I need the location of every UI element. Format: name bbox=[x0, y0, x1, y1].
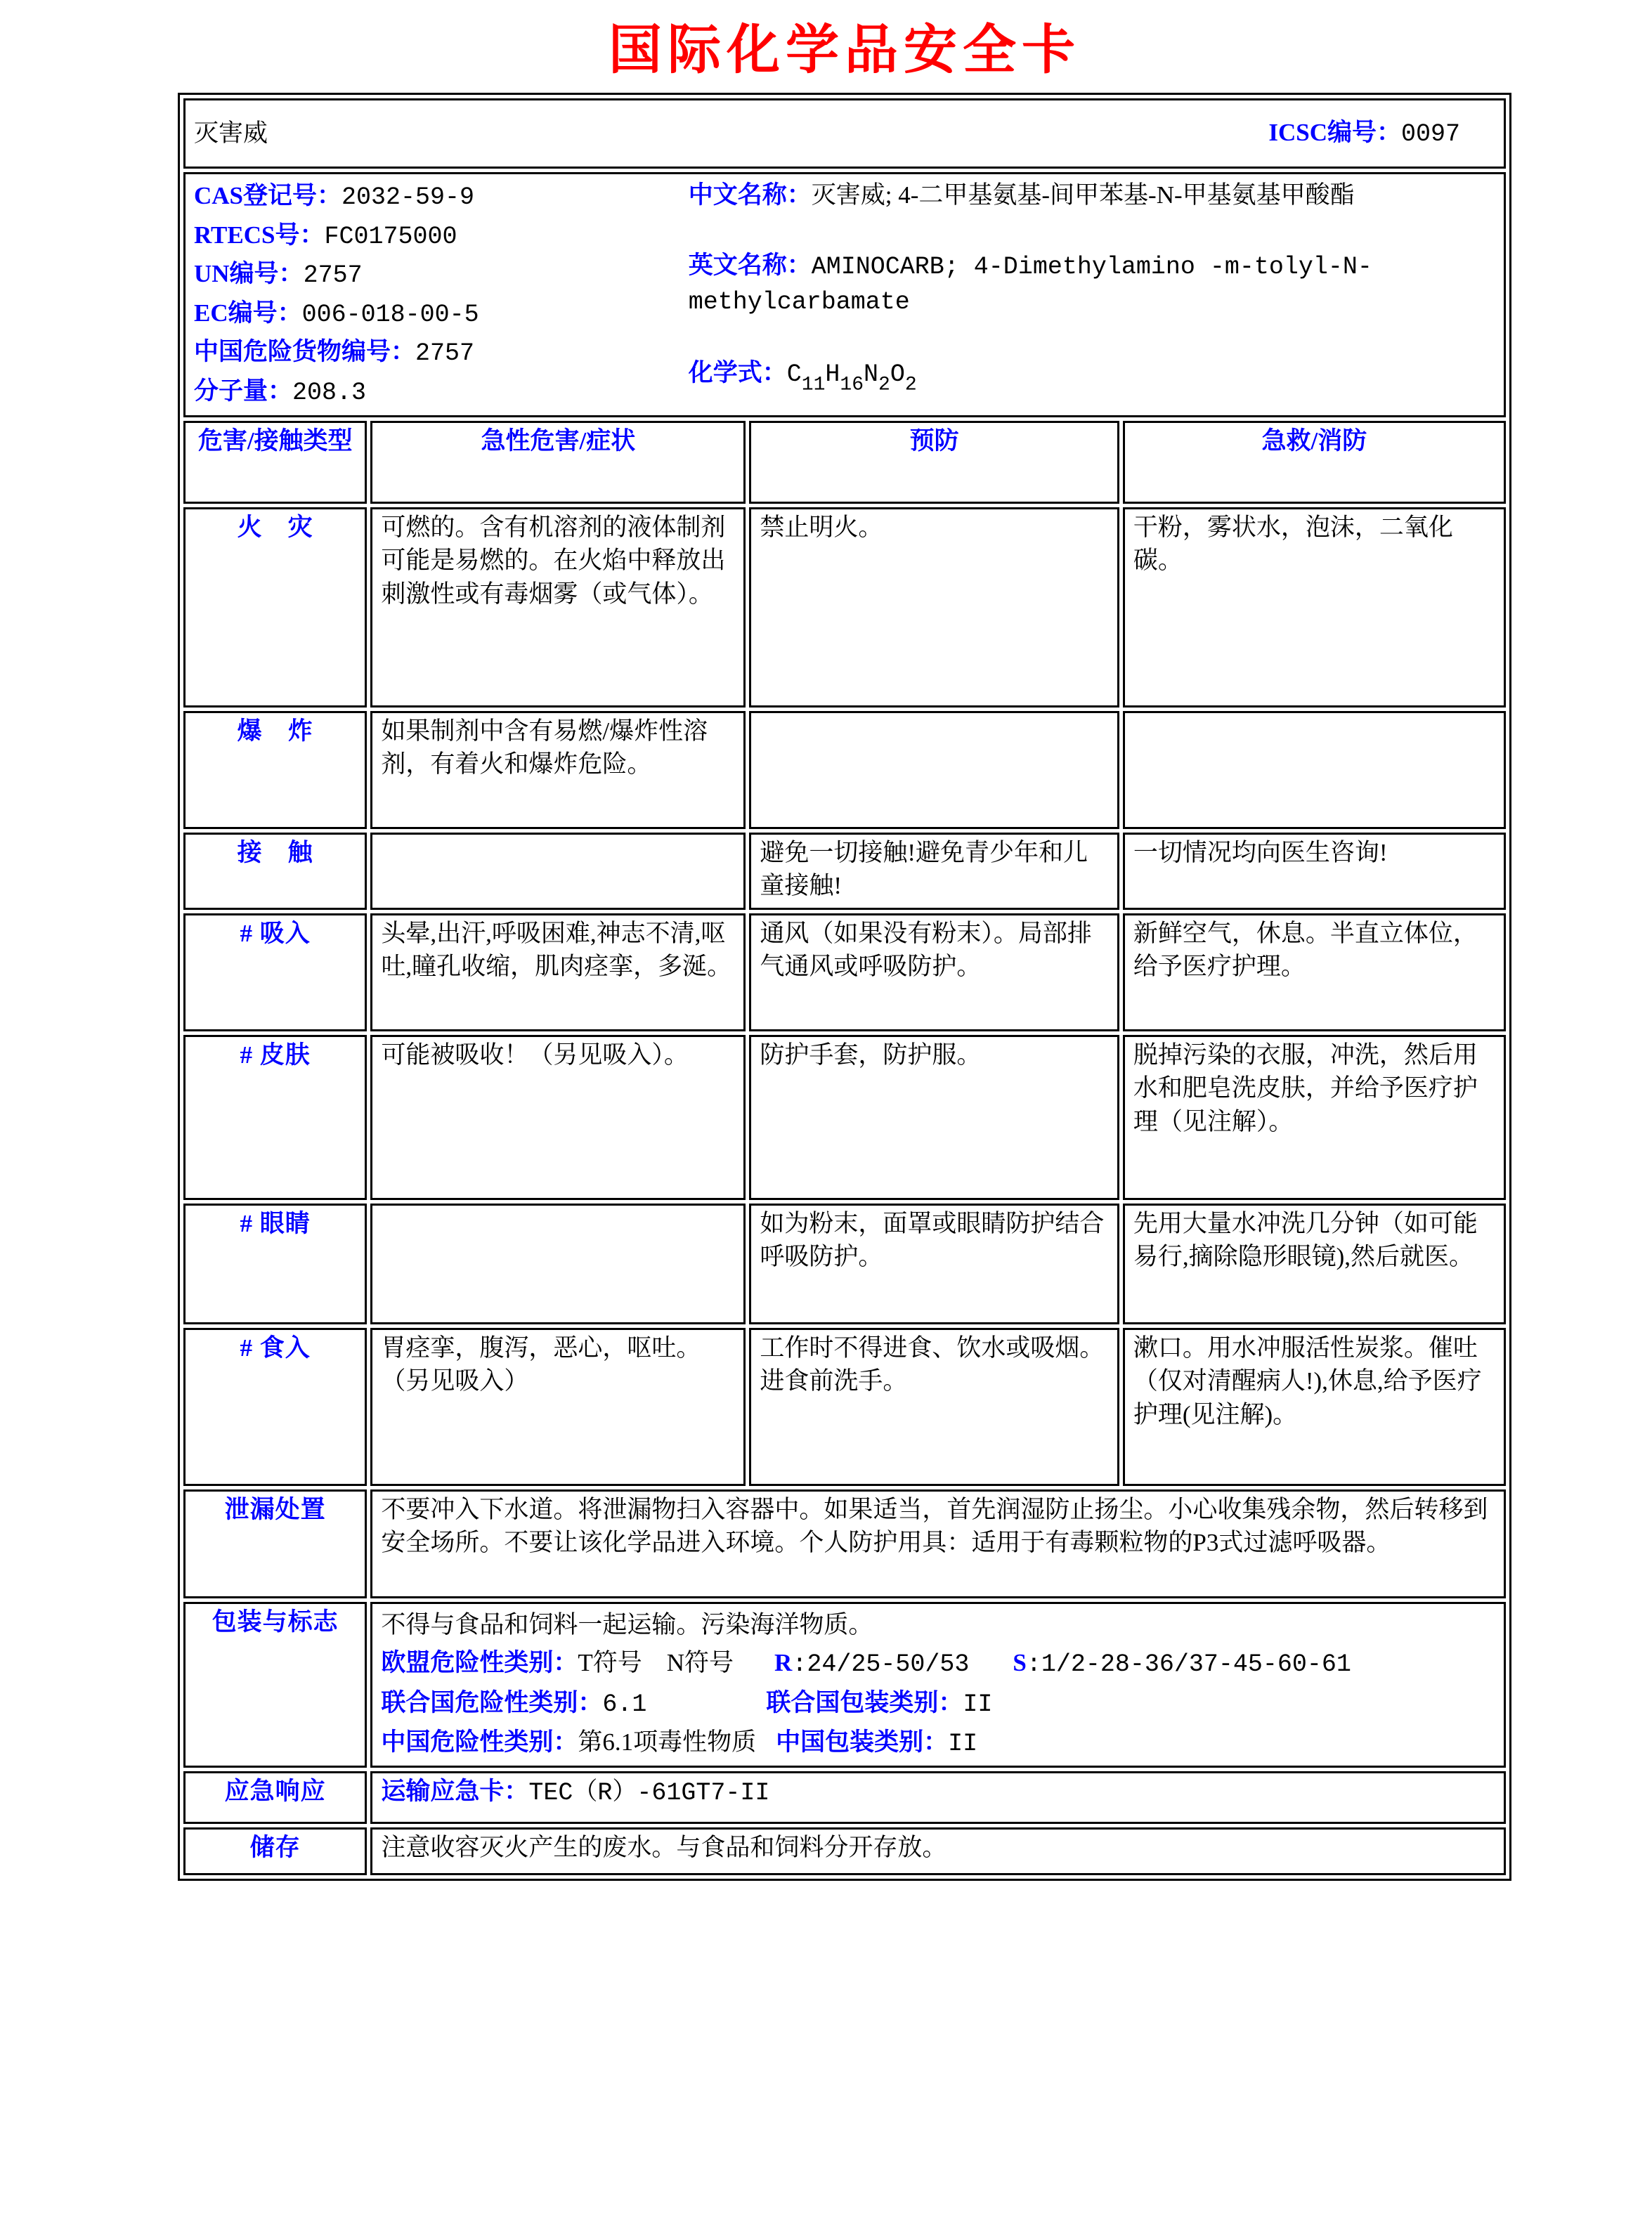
row-label: # 吸入 bbox=[183, 913, 367, 1031]
cn-class-label: 中国危险性类别： bbox=[381, 1728, 578, 1756]
identifier-value: 2757 bbox=[303, 261, 363, 290]
emergency-content bbox=[370, 1771, 1506, 1824]
identifier-value: 2032-59-9 bbox=[342, 183, 475, 211]
icsc-number bbox=[1268, 116, 1495, 152]
identifier-row-cas bbox=[194, 179, 689, 215]
prevention-cell: 通风（如果没有粉末）。局部排气通风或呼吸防护。 bbox=[749, 913, 1119, 1031]
packaging-row bbox=[183, 1602, 1506, 1768]
identification-cell bbox=[183, 172, 1506, 417]
hazard-header-type: 危害/接触类型 bbox=[183, 421, 367, 504]
identifier-row-china-dg bbox=[194, 335, 689, 371]
identification-row bbox=[183, 172, 1506, 417]
identifier-value: 2757 bbox=[415, 339, 475, 368]
prevention-cell bbox=[749, 711, 1119, 829]
prevention-cell: 禁止明火。 bbox=[749, 507, 1119, 708]
storage-row bbox=[183, 1827, 1506, 1875]
row-label: # 眼睛 bbox=[183, 1204, 367, 1324]
symptoms-cell bbox=[370, 833, 746, 910]
icsc-number-label: ICSC编号： bbox=[1268, 118, 1401, 146]
s-phrases-value: :1/2-28-36/37-45-60-61 bbox=[1026, 1650, 1351, 1679]
icsc-number-value: 0097 bbox=[1400, 119, 1460, 148]
identifier-label: RTECS号： bbox=[194, 221, 325, 249]
packaging-un-line bbox=[381, 1685, 1495, 1723]
identifier-value: FC0175000 bbox=[324, 222, 457, 251]
cn-pack-value: II bbox=[948, 1730, 978, 1759]
row-label: # 食入 bbox=[183, 1328, 367, 1486]
symptoms-cell: 头晕,出汗,呼吸困难,神志不清,呕吐,瞳孔收缩，肌肉痉挛，多涎。 bbox=[370, 913, 746, 1031]
symptoms-cell: 胃痉挛，腹泻，恶心，呕吐。（另见吸入） bbox=[370, 1328, 746, 1486]
hazard-header-symptoms: 急性危害/症状 bbox=[370, 421, 746, 504]
prevention-cell: 避免一切接触!避免青少年和儿童接触! bbox=[749, 833, 1119, 910]
identifier-value: 006-018-00-5 bbox=[301, 300, 479, 329]
row-label: 包装与标志 bbox=[183, 1602, 367, 1768]
symptoms-cell: 可燃的。含有机溶剂的液体制剂可能是易燃的。在火焰中释放出刺激性或有毒烟雾（或气体）。 bbox=[370, 507, 746, 708]
identifier-value: 208.3 bbox=[292, 378, 367, 407]
row-label: 爆 炸 bbox=[183, 711, 367, 829]
name-list bbox=[689, 176, 1495, 414]
hazard-row-skin bbox=[183, 1035, 1506, 1200]
response-cell: 脱掉污染的衣服，冲洗，然后用水和肥皂洗皮肤，并给予医疗护理（见注解）。 bbox=[1123, 1035, 1506, 1200]
packaging-eu-line bbox=[381, 1645, 1495, 1683]
row-label: 接 触 bbox=[183, 833, 367, 910]
transport-card-label: 运输应急卡： bbox=[381, 1777, 529, 1805]
r-phrases-label: R bbox=[774, 1649, 793, 1677]
row-label: 泄漏处置 bbox=[183, 1489, 367, 1598]
hazard-row-inhalation bbox=[183, 913, 1506, 1031]
storage-text: 注意收容灭火产生的废水。与食品和饲料分开存放。 bbox=[370, 1827, 1506, 1875]
hazard-header-prevention: 预防 bbox=[749, 421, 1119, 504]
substance-header-cell bbox=[183, 98, 1506, 169]
identifier-label: 中国危险货物编号： bbox=[194, 338, 416, 366]
identifier-label: UN编号： bbox=[194, 260, 304, 288]
identifier-row-rtecs bbox=[194, 219, 689, 254]
chinese-name-value: 灭害威; 4-二甲基氨基-间甲苯基-N-甲基氨基甲酸酯 bbox=[811, 181, 1355, 209]
response-cell: 先用大量水冲洗几分钟（如可能易行,摘除隐形眼镜),然后就医。 bbox=[1123, 1204, 1506, 1324]
identifier-label: CAS登记号： bbox=[194, 182, 342, 209]
identifier-label: EC编号： bbox=[194, 299, 302, 327]
cn-class-value: 第6.1项毒性物质 bbox=[578, 1728, 757, 1756]
prevention-cell: 如为粉末，面罩或眼睛防护结合呼吸防护。 bbox=[749, 1204, 1119, 1324]
row-label: # 皮肤 bbox=[183, 1035, 367, 1200]
packaging-cn-line bbox=[381, 1724, 1495, 1763]
identifier-label: 分子量： bbox=[194, 377, 293, 405]
row-label: 应急响应 bbox=[183, 1771, 367, 1824]
response-cell: 新鲜空气，休息。半直立体位，给予医疗护理。 bbox=[1123, 913, 1506, 1031]
english-name-label: 英文名称： bbox=[688, 251, 812, 279]
substance-header-row bbox=[183, 98, 1506, 169]
spillage-row bbox=[183, 1489, 1506, 1598]
response-cell: 漱口。用水冲服活性炭浆。催吐（仅对清醒病人!),休息,给予医疗护理(见注解)。 bbox=[1123, 1328, 1506, 1486]
icsc-card bbox=[178, 93, 1511, 1881]
symptoms-cell: 如果制剂中含有易燃/爆炸性溶剂，有着火和爆炸危险。 bbox=[370, 711, 746, 829]
chemical-formula-value: $C_{11}H_{16}N_2O_2$ bbox=[786, 360, 917, 396]
identifier-row-molweight bbox=[194, 374, 689, 410]
row-label: 火 灾 bbox=[183, 507, 367, 708]
chemical-formula-label: 化学式： bbox=[688, 358, 787, 386]
identifier-row-ec bbox=[194, 296, 689, 332]
r-phrases-value: :24/25-50/53 bbox=[792, 1650, 970, 1679]
english-name bbox=[689, 249, 1495, 320]
prevention-cell: 工作时不得进食、饮水或吸烟。进食前洗手。 bbox=[749, 1328, 1119, 1486]
un-pack-value: II bbox=[963, 1690, 993, 1719]
response-cell: 一切情况均向医生咨询! bbox=[1123, 833, 1506, 910]
row-label: 储存 bbox=[183, 1827, 367, 1875]
identifier-row-un bbox=[194, 257, 689, 293]
response-cell bbox=[1123, 711, 1506, 829]
s-phrases-label: S bbox=[1013, 1649, 1027, 1677]
hazard-row-fire bbox=[183, 507, 1506, 708]
emergency-row bbox=[183, 1771, 1506, 1824]
chinese-name bbox=[689, 178, 1495, 212]
hazard-row-eyes bbox=[183, 1204, 1506, 1324]
chinese-name-label: 中文名称： bbox=[688, 181, 812, 209]
prevention-cell: 防护手套，防护服。 bbox=[749, 1035, 1119, 1200]
icsc-card-table bbox=[180, 95, 1509, 1879]
un-class-value: 6.1 bbox=[602, 1690, 647, 1719]
eu-class-symbols: T符号 N符号 bbox=[578, 1649, 734, 1677]
cn-pack-label: 中国包装类别： bbox=[776, 1728, 949, 1756]
identifier-list bbox=[194, 176, 689, 414]
english-name-value: AMINOCARB; 4-Dimethylamino -m-tolyl-N-methylcarbamate bbox=[688, 252, 1372, 317]
symptoms-cell bbox=[370, 1204, 746, 1324]
transport-card-value: TEC（R）-61GT7-II bbox=[528, 1778, 770, 1807]
packaging-transport-note: 不得与食品和饲料一起运输。污染海洋物质。 bbox=[381, 1610, 873, 1638]
hazard-row-explosion bbox=[183, 711, 1506, 829]
hazard-header-row bbox=[183, 421, 1506, 504]
spillage-text: 不要冲入下水道。将泄漏物扫入容器中。如果适当，首先润湿防止扬尘。小心收集残余物，然后转移到安全场所。不要让该化学品进入环境。个人防护用具：适用于有毒颗粒物的P3式过滤呼吸器。 bbox=[370, 1489, 1506, 1598]
eu-class-label: 欧盟危险性类别： bbox=[381, 1649, 578, 1677]
un-pack-label: 联合国包装类别： bbox=[766, 1688, 963, 1716]
packaging-content bbox=[370, 1602, 1506, 1768]
substance-name: 灭害威 bbox=[194, 119, 268, 148]
response-cell: 干粉，雾状水，泡沫，二氧化碳。 bbox=[1123, 507, 1506, 708]
symptoms-cell: 可能被吸收！（另见吸入）。 bbox=[370, 1035, 746, 1200]
un-class-label: 联合国危险性类别： bbox=[381, 1688, 603, 1716]
page-title: 国际化学品安全卡 bbox=[609, 21, 1081, 80]
hazard-header-response: 急救/消防 bbox=[1123, 421, 1506, 504]
chemical-formula bbox=[688, 356, 1495, 396]
hazard-row-exposure bbox=[183, 833, 1506, 910]
hazard-row-ingestion bbox=[183, 1328, 1506, 1486]
